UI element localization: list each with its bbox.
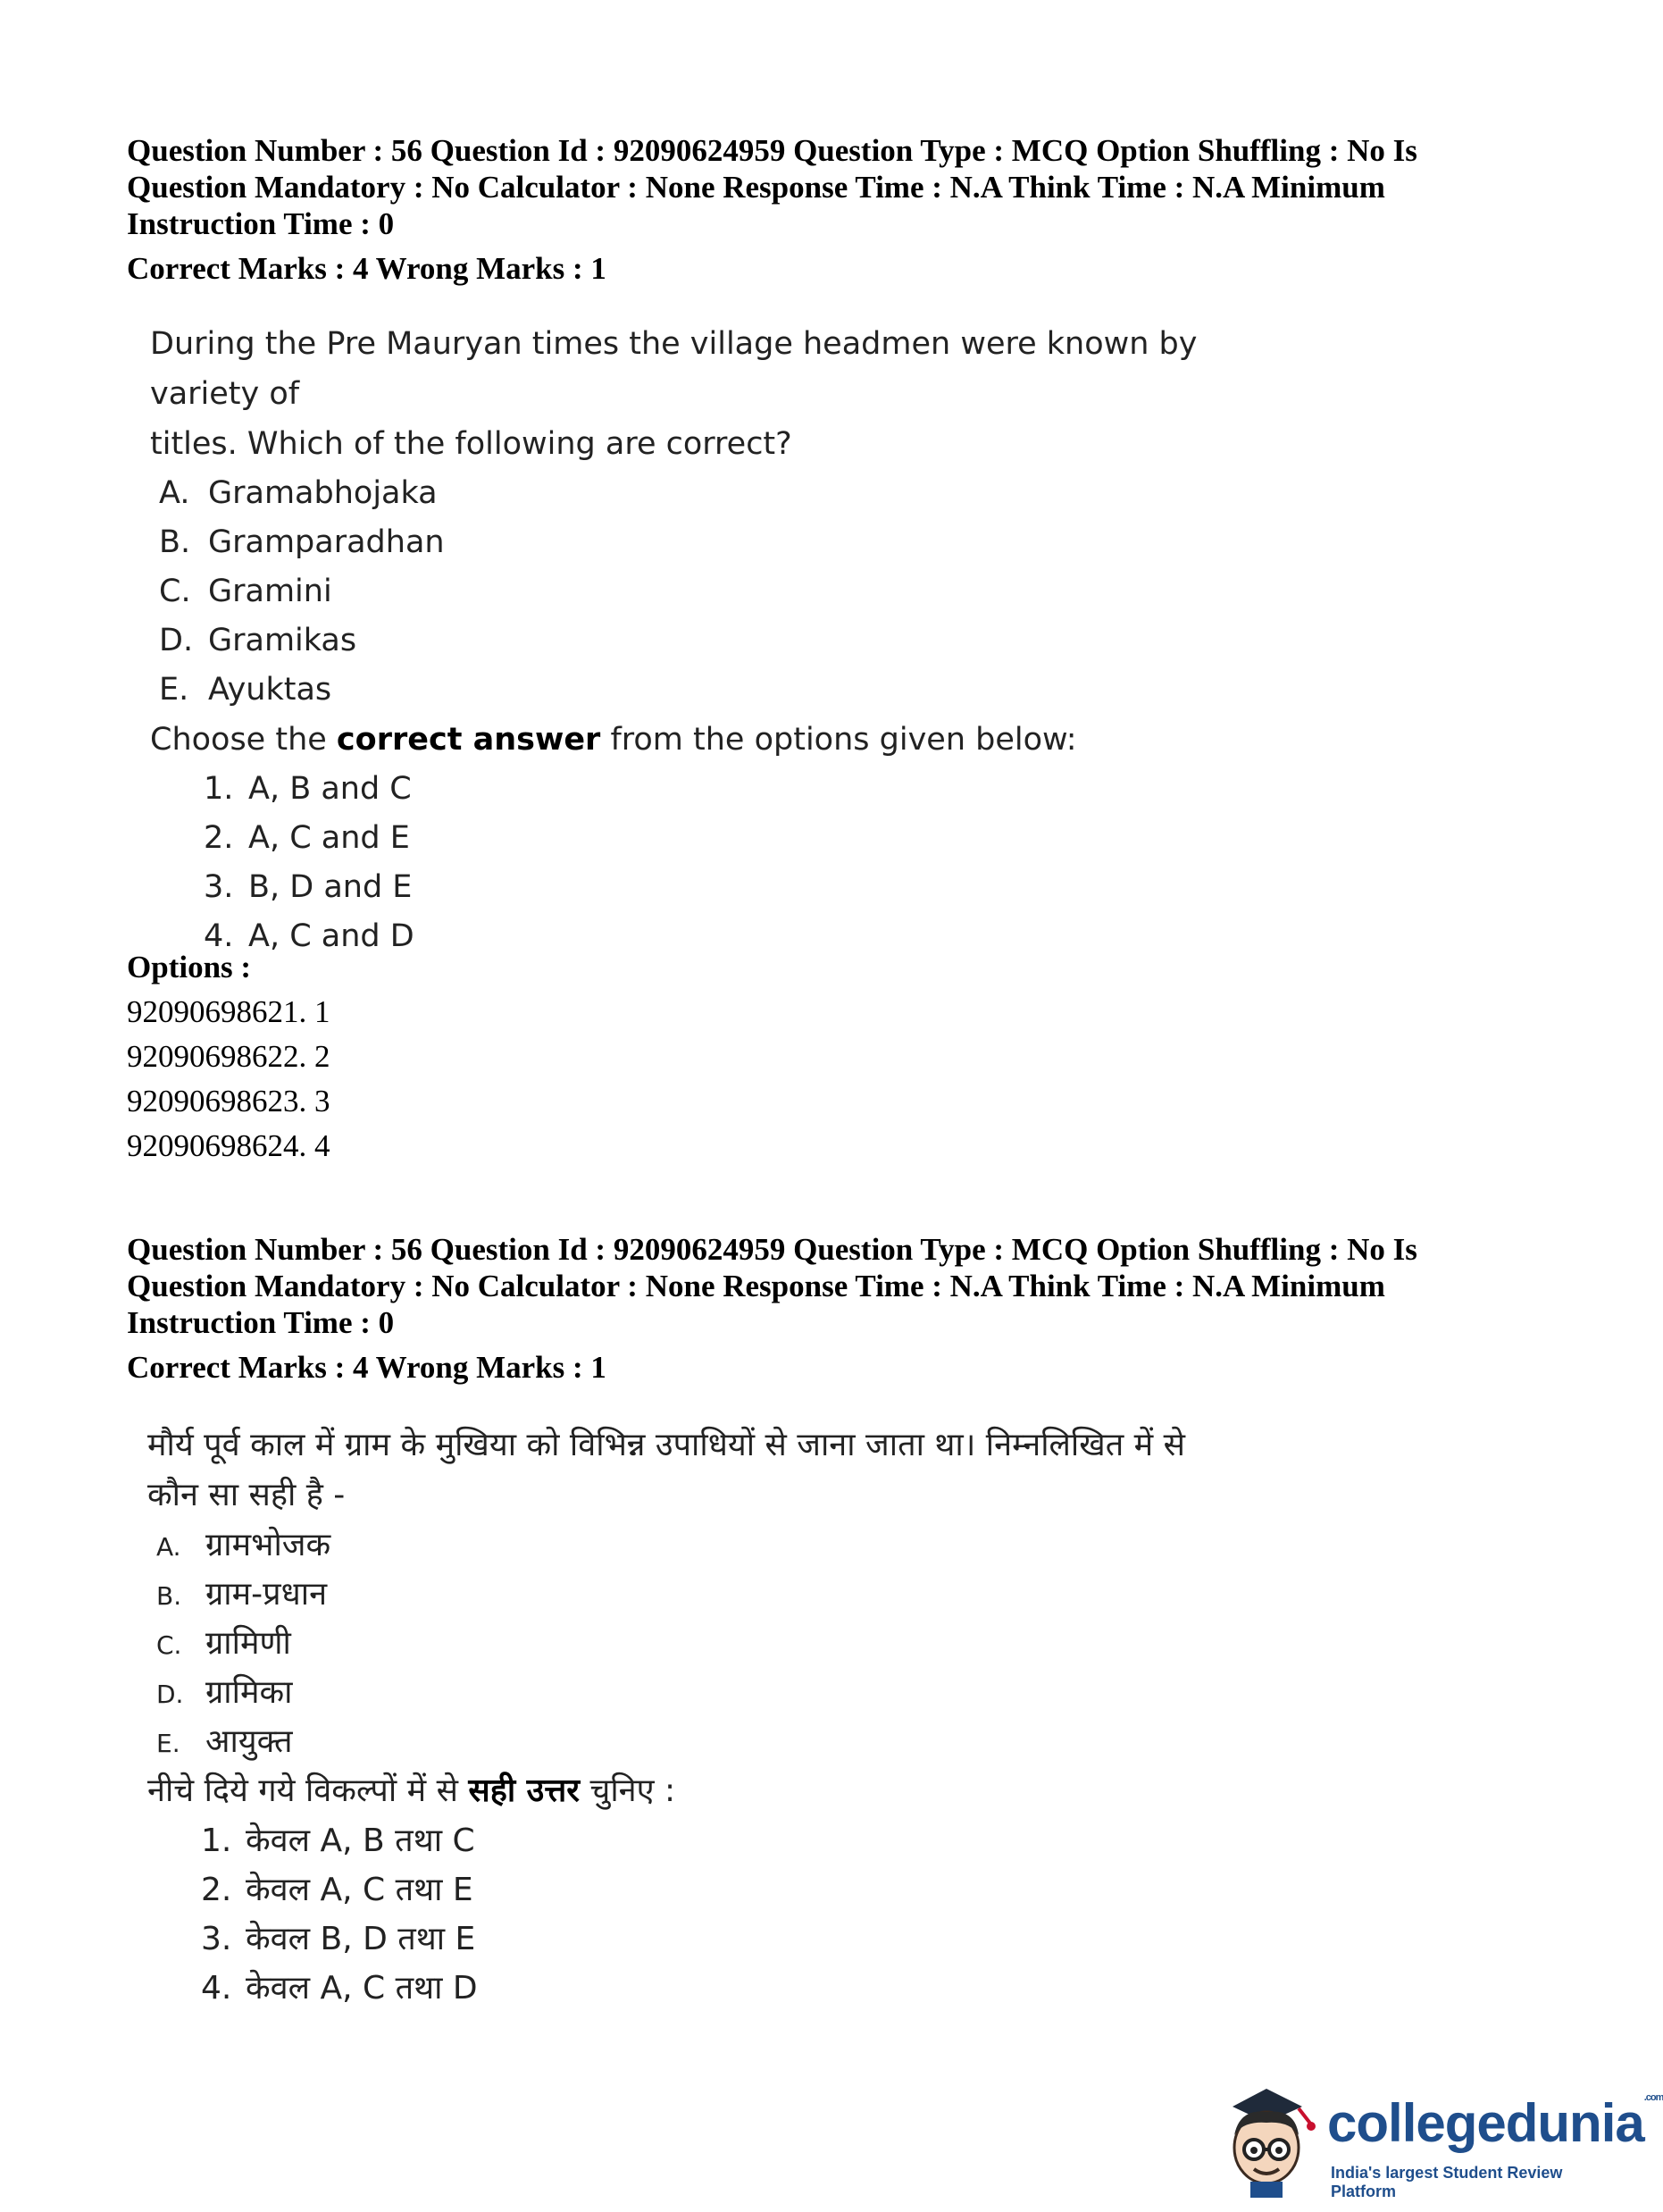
brand-tagline: India's largest Student Review Platform: [1331, 2164, 1563, 2200]
q2-meta-line3: Instruction Time : 0: [127, 1305, 395, 1340]
list-item: C. Gramini: [159, 574, 332, 609]
q2-stem-line1: मौर्य पूर्व काल में ग्राम के मुखिया को विभिन्न उपाधियों से जाना जाता था। निम्नलिखित में से: [147, 1427, 1185, 1463]
q2-item-list: [147, 1521, 1308, 1766]
q1-stem-line1: During the Pre Mauryan times the village headmen were known by variety of: [150, 326, 1198, 412]
q2-stem: [147, 1420, 1308, 1521]
list-item: D. Gramikas: [159, 623, 357, 658]
list-item: 2. A, C and E: [204, 820, 410, 856]
q1-stem: [150, 319, 1311, 469]
q1-meta-line1: Question Number : 56 Question Id : 92090624959 Question Type : MCQ Option Shuffling : No Is: [127, 133, 1417, 168]
options-heading: Options :: [127, 950, 252, 985]
q2-question-image: [147, 1420, 1308, 2013]
q1-instruction: Choose the correct answer from the options given below:: [150, 722, 1077, 758]
q1-question-image: [150, 319, 1311, 961]
q1-marks: Correct Marks : 4 Wrong Marks : 1: [127, 251, 606, 286]
list-item: C. ग्रामिणी: [156, 1625, 291, 1662]
q1-options: [127, 945, 330, 1169]
brand-suffix: .com: [1643, 2092, 1663, 2103]
option-row: 92090698621. 1: [127, 994, 330, 1029]
q2-meta-line1: Question Number : 56 Question Id : 92090624959 Question Type : MCQ Option Shuffling : No Is: [127, 1232, 1417, 1267]
list-item: D. ग्रामिका: [156, 1674, 293, 1711]
list-item: 1. केवल A, B तथा C: [201, 1822, 475, 1859]
option-row: 92090698622. 2: [127, 1039, 330, 1074]
list-item: 3. B, D and E: [204, 869, 413, 905]
q1-stem-line2: titles. Which of the following are correct?: [150, 426, 792, 462]
q2-meta-line2: Question Mandatory : No Calculator : None Response Time : N.A Think Time : N.A Minimum: [127, 1269, 1385, 1303]
list-item: 3. केवल B, D तथा E: [201, 1921, 476, 1957]
list-item: 1. A, B and C: [204, 771, 412, 807]
list-item: E. आयुक्त: [156, 1723, 293, 1760]
q1-choice-list: [150, 765, 1311, 961]
q1-item-list: [150, 469, 1311, 715]
q2-choice-list: [147, 1816, 1308, 2013]
collegedunia-logo: [1213, 2082, 1663, 2200]
list-item: A. Gramabhojaka: [159, 475, 438, 511]
list-item: 4. A, C and D: [204, 918, 414, 954]
mascot-icon: [1213, 2082, 1329, 2198]
q1-meta-line2: Question Mandatory : No Calculator : None Response Time : N.A Think Time : N.A Minimum: [127, 170, 1385, 205]
q1-header: [127, 132, 1520, 287]
option-row: 92090698623. 3: [127, 1084, 330, 1119]
q2-marks: Correct Marks : 4 Wrong Marks : 1: [127, 1350, 606, 1385]
list-item: B. Gramparadhan: [159, 524, 445, 560]
list-item: 4. केवल A, C तथा D: [201, 1970, 478, 2007]
list-item: B. ग्राम-प्रधान: [156, 1576, 328, 1613]
q2-instruction: नीचे दिये गये विकल्पों में से सही उत्तर चुनिए :: [147, 1772, 676, 1809]
q2-stem-line2: कौन सा सही है -: [147, 1477, 346, 1513]
list-item: 2. केवल A, C तथा E: [201, 1872, 473, 1908]
q1-meta-line3: Instruction Time : 0: [127, 206, 395, 241]
option-row: 92090698624. 4: [127, 1128, 330, 1163]
brand-name: collegedunia$^{.com}$: [1327, 2092, 1663, 2153]
q2-header: [127, 1231, 1520, 1386]
list-item: A. ग्रामभोजक: [156, 1527, 331, 1563]
list-item: E. Ayuktas: [159, 672, 332, 708]
